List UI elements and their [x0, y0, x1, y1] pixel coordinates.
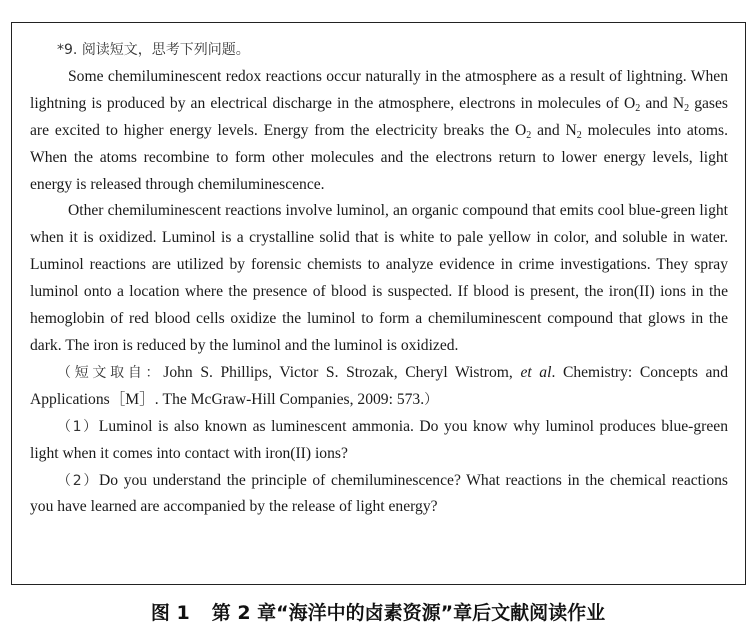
question-label: （2） [57, 472, 100, 489]
question-text: Do you understand the principle of chemiluminescence? What reactions in the chemical reactions you have learned are accompanied by the release of light energy? [30, 471, 728, 516]
question-1 [30, 414, 728, 468]
exercise-instruction: 阅读短文，思考下列问题。 [81, 42, 250, 58]
passage-paragraph-1: Some chemiluminescent redox reactions occur naturally in the atmosphere as a result of lightning. When lightning is produced by an electrical discharge in the atmosphere, electrons in molecules of $O_2$ and $N_2$ gases are excited to higher energy levels. Energy from the electricity breaks the $O_2$ and $N_2$ molecules into atoms. When the atoms recombine to form other molecules and the electrons return to lower energy levels, light energy is released through chemiluminescence. [30, 67, 728, 193]
question-text: Luminol is also known as luminescent ammonia. Do you know why luminol produces blue-green light when it comes into contact with iron(II) ions? [30, 417, 728, 462]
exercise-heading [30, 37, 728, 64]
source-citation: （短文取自：John S. Phillips, Victor S. Strozak, Cheryl Wistrom, et al. Chemistry: Concepts and Applications［M］. The McGraw-Hill Companies, 2009: 573.） [30, 363, 729, 408]
figure-caption [0, 598, 756, 625]
exercise-number: *9. [57, 42, 78, 58]
passage-paragraph-2: Other chemiluminescent reactions involve luminol, an organic compound that emits cool blue-green light when it is oxidized. Luminol is a crystalline solid that is white to pale yellow in color, and soluble in water. Luminol reactions are utilized by forensic chemists to analyze evidence in crime investigations. They spray luminol onto a location where the presence of blood is suspected. If blood is present, the iron(II) ions in the hemoglobin of red blood cells oxidize the luminol to form a chemiluminescent compound that glows in the dark. The iron is reduced by the luminol and the luminol is oxidized. [30, 202, 728, 354]
question-label: （1） [57, 418, 99, 435]
exercise-box [11, 22, 746, 585]
figure-title: 第 2 章“海洋中的卤素资源”章后文献阅读作业 [211, 602, 606, 624]
question-2 [30, 468, 728, 522]
figure-number: 图 1 [150, 602, 190, 624]
